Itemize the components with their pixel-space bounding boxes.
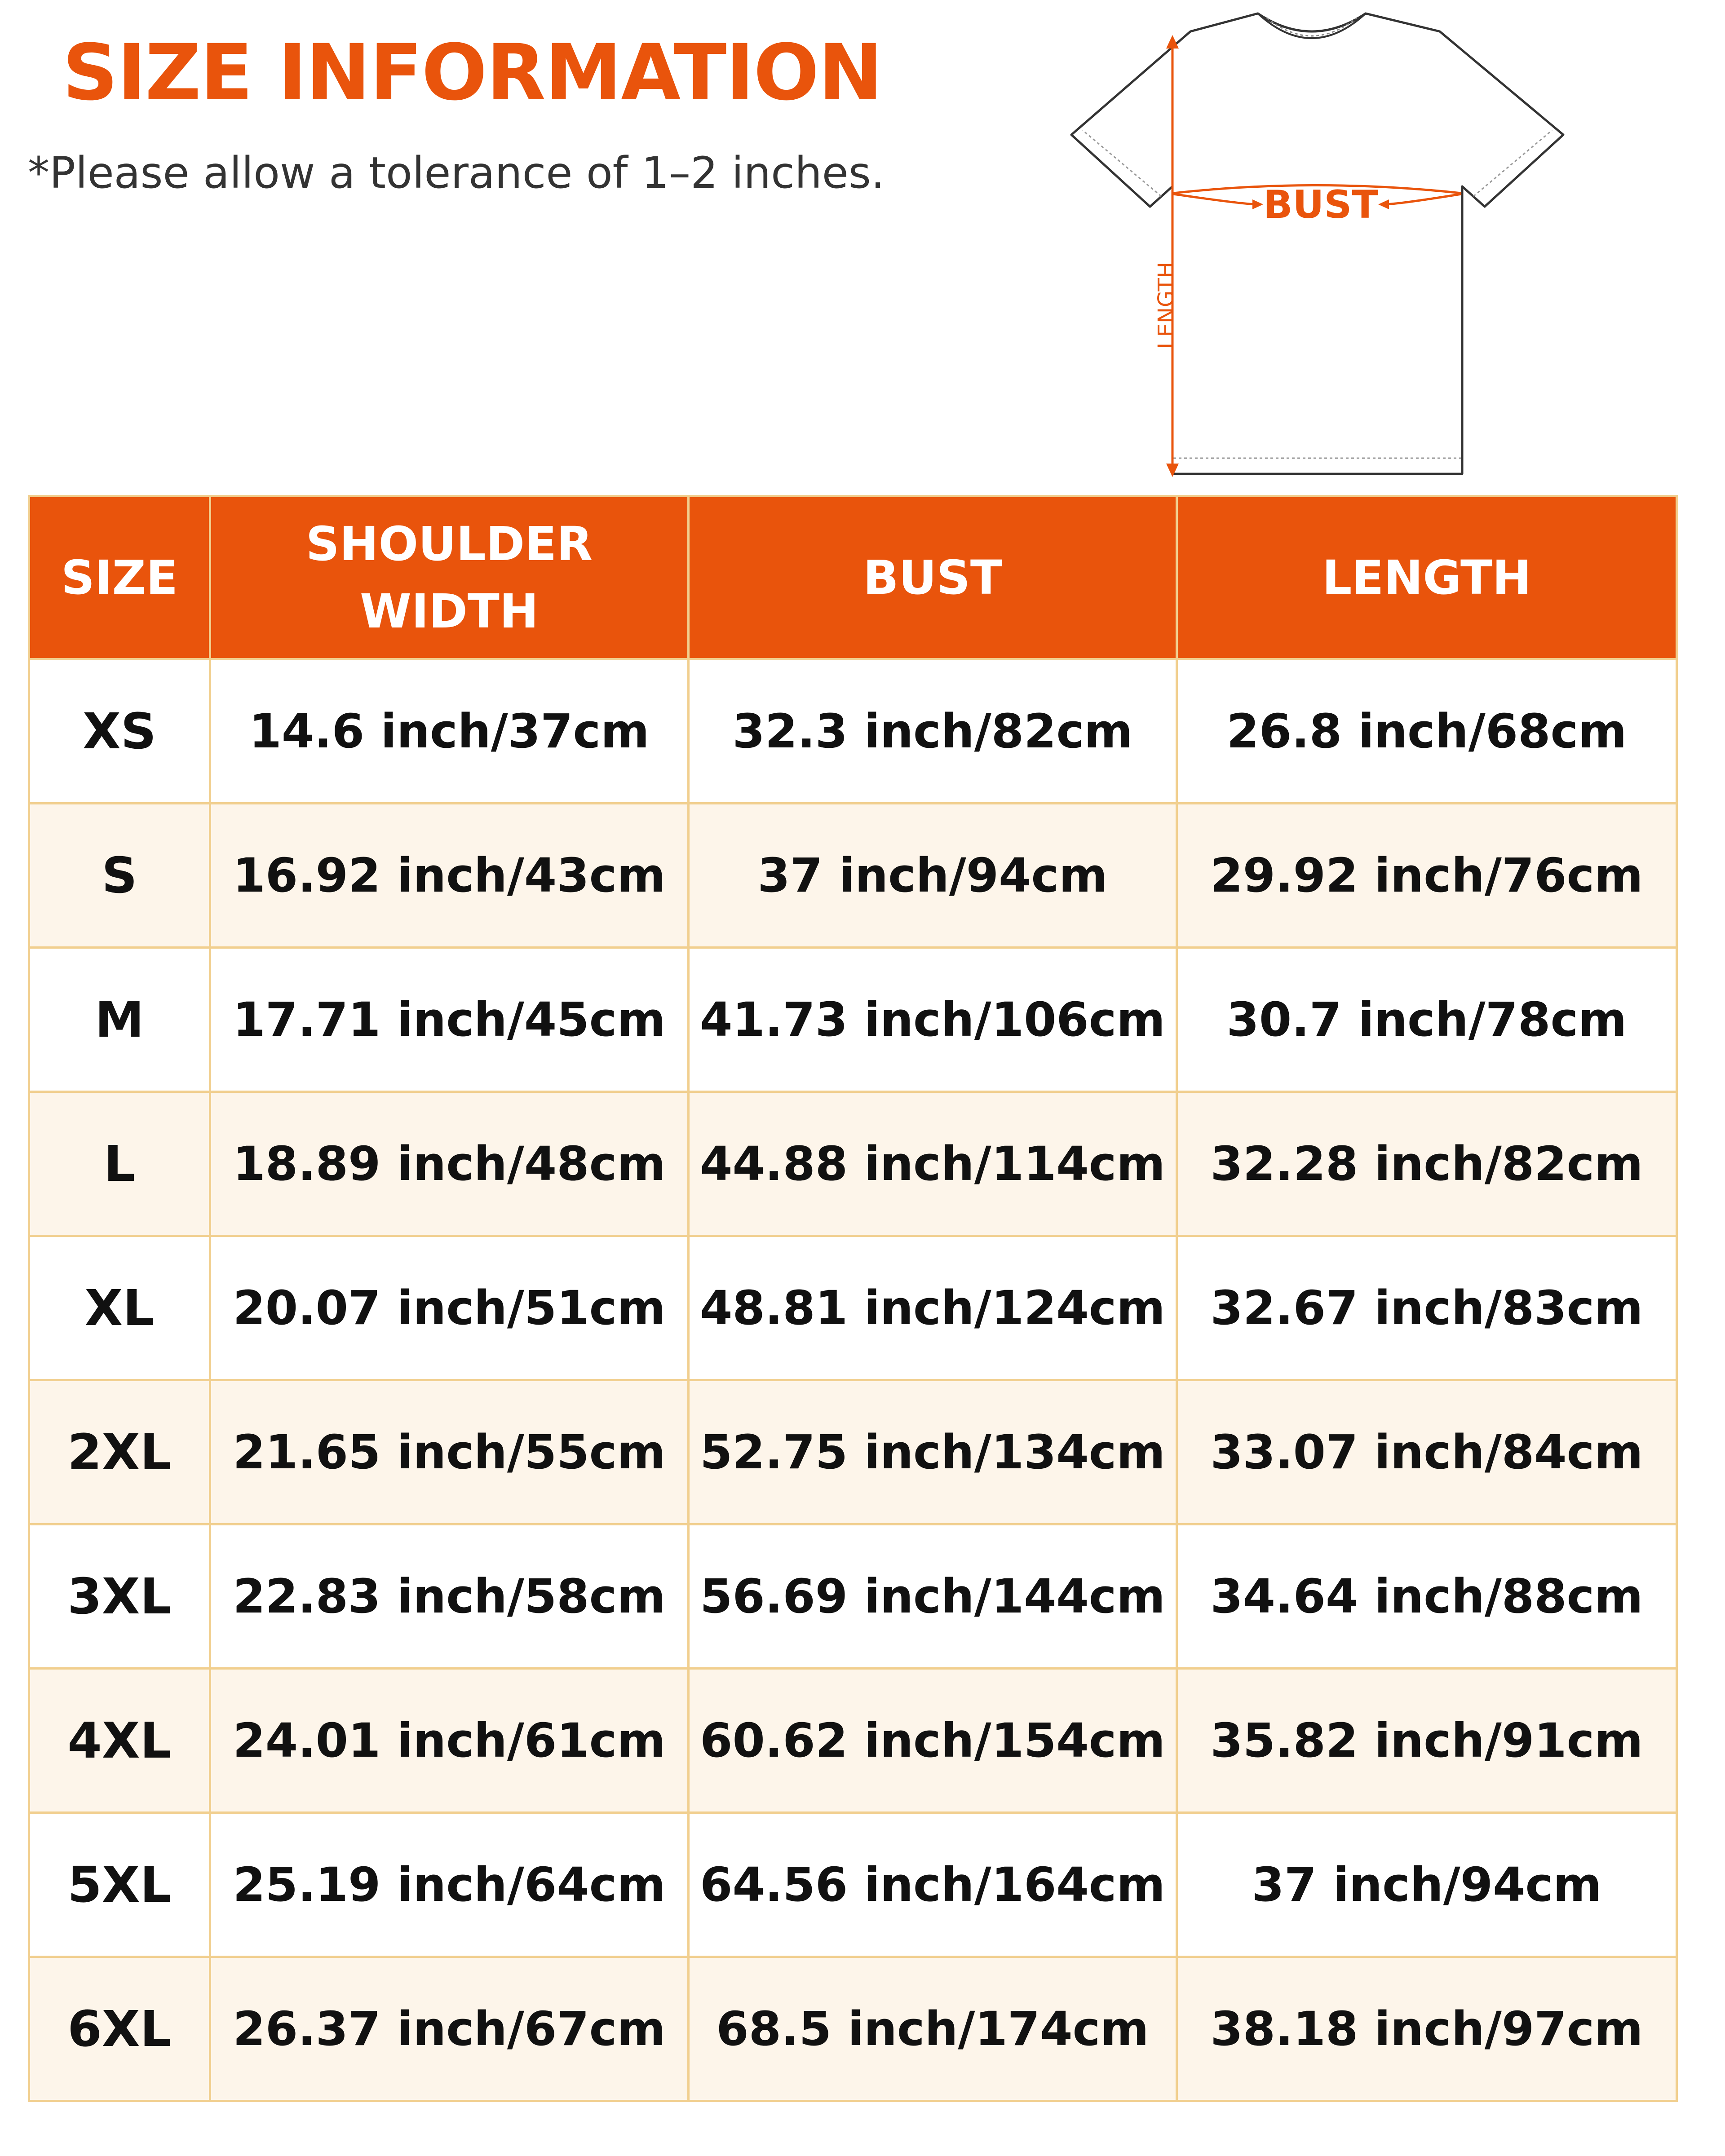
cell-bust: 64.56 inch/164cm — [689, 1813, 1177, 1957]
header-size: SIZE — [29, 496, 210, 659]
table-row — [29, 1957, 1677, 2101]
cell-bust: 52.75 inch/134cm — [689, 1380, 1177, 1524]
cell-size: 5XL — [29, 1813, 210, 1957]
cell-length: 32.67 inch/83cm — [1177, 1236, 1677, 1380]
cell-size: 4XL — [29, 1669, 210, 1813]
table-row — [29, 1092, 1677, 1236]
bust-label: BUST — [1263, 182, 1378, 227]
cell-shoulder-width: 22.83 inch/58cm — [210, 1524, 689, 1669]
table-row — [29, 1236, 1677, 1380]
cell-bust: 68.5 inch/174cm — [689, 1957, 1177, 2101]
cell-length: 29.92 inch/76cm — [1177, 804, 1677, 948]
cell-size: 2XL — [29, 1380, 210, 1524]
cell-size: M — [29, 948, 210, 1092]
cell-size: 3XL — [29, 1524, 210, 1669]
tolerance-note: *Please allow a tolerance of 1–2 inches. — [28, 148, 885, 198]
cell-length: 33.07 inch/84cm — [1177, 1380, 1677, 1524]
cell-shoulder-width: 26.37 inch/67cm — [210, 1957, 689, 2101]
t-shirt-icon — [1056, 0, 1568, 487]
cell-shoulder-width: 17.71 inch/45cm — [210, 948, 689, 1092]
cell-bust: 60.62 inch/154cm — [689, 1669, 1177, 1813]
table-row — [29, 1524, 1677, 1669]
cell-bust: 37 inch/94cm — [689, 804, 1177, 948]
cell-length: 38.18 inch/97cm — [1177, 1957, 1677, 2101]
cell-size: S — [29, 804, 210, 948]
page-title: SIZE INFORMATION — [62, 27, 882, 118]
t-shirt-diagram — [1056, 0, 1568, 487]
size-table — [28, 495, 1678, 2102]
cell-shoulder-width: 16.92 inch/43cm — [210, 804, 689, 948]
cell-shoulder-width: 18.89 inch/48cm — [210, 1092, 689, 1236]
table-row — [29, 948, 1677, 1092]
cell-length: 34.64 inch/88cm — [1177, 1524, 1677, 1669]
cell-length: 37 inch/94cm — [1177, 1813, 1677, 1957]
cell-length: 26.8 inch/68cm — [1177, 659, 1677, 804]
cell-bust: 41.73 inch/106cm — [689, 948, 1177, 1092]
cell-length: 32.28 inch/82cm — [1177, 1092, 1677, 1236]
cell-shoulder-width: 25.19 inch/64cm — [210, 1813, 689, 1957]
cell-size: XL — [29, 1236, 210, 1380]
header-length: LENGTH — [1177, 496, 1677, 659]
cell-bust: 56.69 inch/144cm — [689, 1524, 1177, 1669]
cell-size: XS — [29, 659, 210, 804]
cell-size: 6XL — [29, 1957, 210, 2101]
cell-shoulder-width: 14.6 inch/37cm — [210, 659, 689, 804]
table-header-row — [29, 496, 1677, 659]
cell-bust: 48.81 inch/124cm — [689, 1236, 1177, 1380]
table-row — [29, 1813, 1677, 1957]
cell-bust: 32.3 inch/82cm — [689, 659, 1177, 804]
header-bust: BUST — [689, 496, 1177, 659]
cell-shoulder-width: 20.07 inch/51cm — [210, 1236, 689, 1380]
length-label: LENGTH — [1154, 262, 1179, 349]
header-shoulder-width: SHOULDER WIDTH — [210, 496, 689, 659]
cell-length: 30.7 inch/78cm — [1177, 948, 1677, 1092]
cell-bust: 44.88 inch/114cm — [689, 1092, 1177, 1236]
table-row — [29, 804, 1677, 948]
cell-shoulder-width: 21.65 inch/55cm — [210, 1380, 689, 1524]
cell-length: 35.82 inch/91cm — [1177, 1669, 1677, 1813]
table-row — [29, 659, 1677, 804]
cell-size: L — [29, 1092, 210, 1236]
cell-shoulder-width: 24.01 inch/61cm — [210, 1669, 689, 1813]
table-body — [29, 659, 1677, 2101]
table-row — [29, 1669, 1677, 1813]
table-row — [29, 1380, 1677, 1524]
